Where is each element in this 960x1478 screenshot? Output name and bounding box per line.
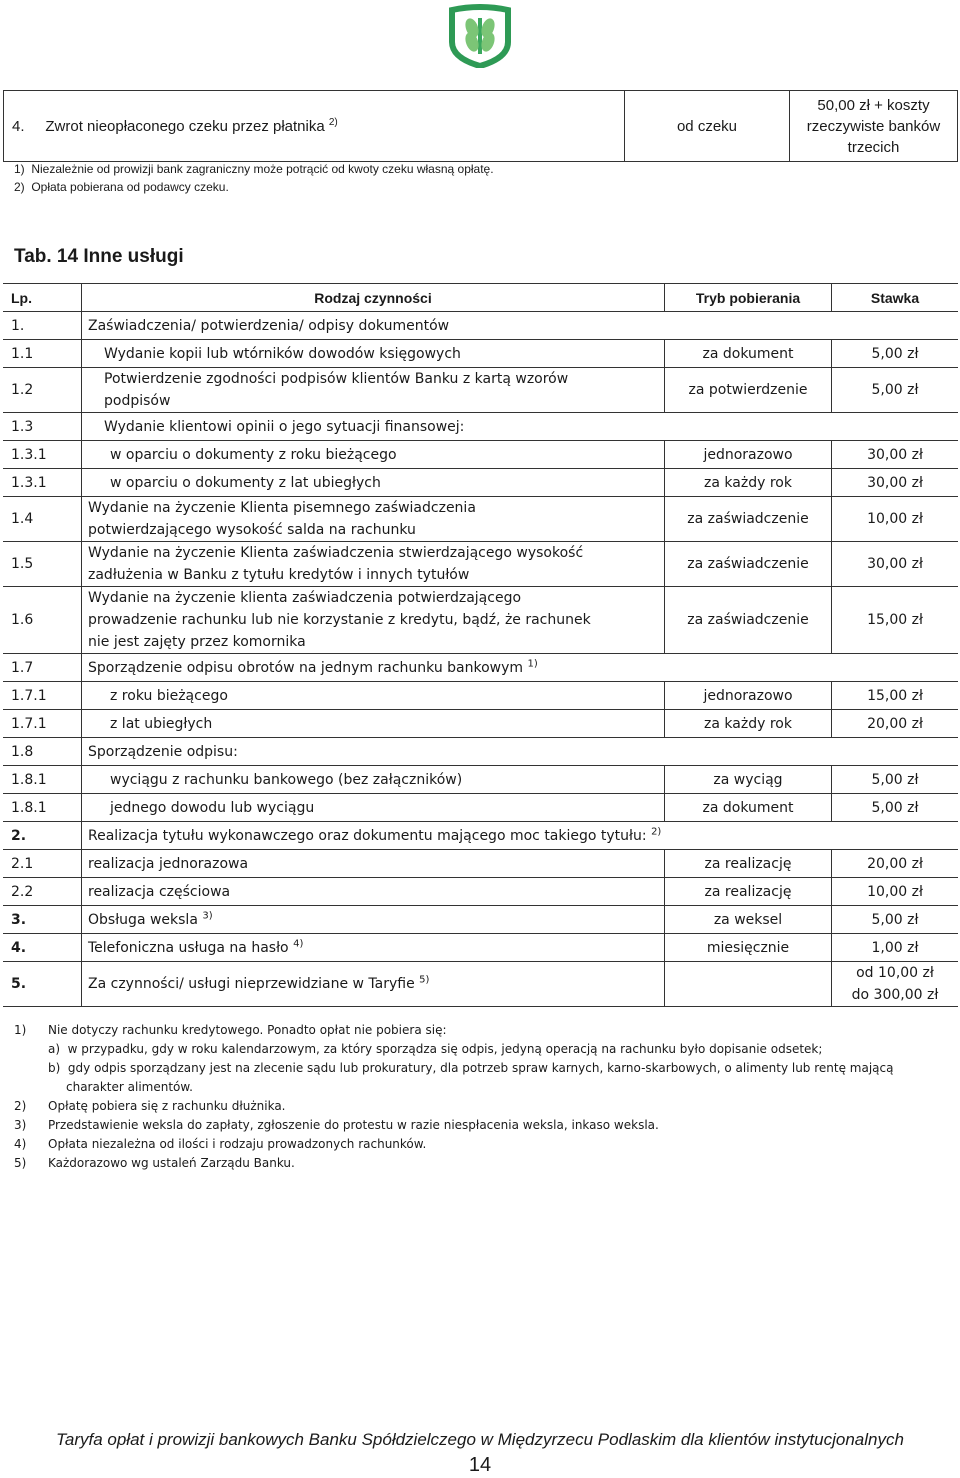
note-2: 2) Opłata pobierana od podawcy czeku. — [14, 180, 229, 194]
footnote-text: Nie dotyczy rachunku kredytowego. Ponadto opłat nie pobiera się: — [48, 1023, 447, 1037]
desc-line: Wydanie na życzenie klienta zaświadczenia potwierdzającego — [88, 590, 522, 606]
row-mode — [665, 962, 832, 1007]
table-row — [3, 962, 958, 1007]
row-number: 1.6 — [11, 612, 34, 628]
row-rate: 10,00 zł — [832, 497, 959, 542]
footnotes — [14, 1021, 893, 1173]
footnote-text: Przedstawienie weksla do zapłaty, zgłoszenie do protestu w razie niespłacenia weksla, inkaso weksla. — [48, 1118, 659, 1132]
row-mode: jednorazowo — [665, 441, 832, 469]
footnote-text: Opłatę pobiera się z rachunku dłużnika. — [48, 1099, 286, 1113]
row-mode: miesięcznie — [665, 934, 832, 962]
table-row — [3, 469, 958, 497]
row-mode: za zaświadczenie — [665, 587, 832, 654]
row-description: z roku bieżącego — [82, 682, 665, 710]
cheque-notes — [14, 160, 494, 196]
table-row — [3, 368, 958, 413]
row-number: 2.2 — [11, 883, 34, 900]
row-number: 4. — [12, 117, 25, 135]
desc-text: Sporządzenie odpisu obrotów na jednym rachunku bankowym — [88, 659, 524, 676]
row-rate: 30,00 zł — [832, 469, 959, 497]
table-row — [3, 654, 958, 682]
footnote-4 — [14, 1135, 893, 1154]
header-desc: Rodzaj czynności — [82, 284, 665, 312]
row-description: z lat ubiegłych — [82, 710, 665, 738]
desc-line: zadłużenia w Banku z tytułu kredytów i innych tytułów — [88, 567, 470, 583]
row-description: Sporządzenie odpisu: — [82, 738, 959, 766]
row-rate: 5,00 zł — [832, 766, 959, 794]
footnote-number: 5) — [14, 1156, 27, 1170]
row-number: 1.8 — [11, 743, 34, 760]
row-number: 3. — [11, 911, 27, 928]
row-description — [82, 654, 959, 682]
row-number: 5. — [11, 976, 27, 992]
row-mode: za weksel — [665, 906, 832, 934]
desc-line: podpisów — [104, 393, 171, 409]
desc-line: potwierdzającego wysokość salda na rachunku — [88, 522, 416, 538]
row-mode: za dokument — [665, 340, 832, 368]
row-description: realizacja częściowa — [82, 878, 665, 906]
row-number: 1. — [11, 317, 25, 334]
row-mode: za realizację — [665, 878, 832, 906]
row-number: 1.3.1 — [11, 474, 47, 491]
table-row — [3, 766, 958, 794]
other-services-table — [3, 283, 958, 1007]
row-number: 1.7 — [11, 659, 34, 676]
row-number: 2.1 — [11, 855, 34, 872]
row-mode: jednorazowo — [665, 682, 832, 710]
table-title: Tab. 14 Inne usługi — [14, 246, 184, 267]
row-number: 1.8.1 — [11, 771, 47, 788]
table-row — [3, 497, 958, 542]
row-number: 1.2 — [11, 382, 34, 398]
row-mode: za zaświadczenie — [665, 542, 832, 587]
header-lp: Lp. — [3, 284, 82, 312]
footnote-1a: a) w przypadku, gdy w roku kalendarzowym, za który sporządza się odpis, jedyną operacją na rachunku było dopisanie odsetek; — [48, 1042, 823, 1056]
row-mode: za zaświadczenie — [665, 497, 832, 542]
row-rate: 1,00 zł — [832, 934, 959, 962]
row-number: 1.1 — [11, 345, 34, 362]
row-number: 1.7.1 — [11, 687, 47, 704]
row-rate: 5,00 zł — [832, 906, 959, 934]
desc-text: Obsługa weksla — [88, 911, 198, 928]
row-mode: za potwierdzenie — [665, 368, 832, 413]
table-row — [3, 587, 958, 654]
row-description: Zaświadczenia/ potwierdzenia/ odpisy dokumentów — [82, 312, 959, 340]
rate-line: od 10,00 zł — [856, 965, 934, 981]
page-number: 14 — [468, 1454, 492, 1476]
row-mode: za każdy rok — [665, 710, 832, 738]
footnote-ref: 2) — [328, 116, 338, 128]
row-description: jednego dowodu lub wyciągu — [82, 794, 665, 822]
page-footer: Taryfa opłat i prowizji bankowych Banku Spółdzielczego w Międzyrzecu Podlaskim dla klientów instytucjonalnych — [56, 1430, 904, 1449]
row-description — [82, 542, 665, 587]
cheque-return-table — [3, 90, 958, 162]
row-rate: 20,00 zł — [832, 850, 959, 878]
row-description — [82, 368, 665, 413]
row-rate: 5,00 zł — [832, 340, 959, 368]
row-number: 4. — [11, 939, 27, 956]
footnote-ref: 1) — [527, 657, 538, 669]
table-row — [3, 878, 958, 906]
footnote-number: 2) — [14, 1099, 27, 1113]
table-row — [3, 738, 958, 766]
row-mode: za każdy rok — [665, 469, 832, 497]
row-description — [82, 587, 665, 654]
desc-line: prowadzenie rachunku lub nie korzystanie z kredytu, bądź, że rachunek — [88, 612, 591, 628]
footnote-ref: 3) — [202, 909, 213, 921]
table-row — [3, 710, 958, 738]
row-description — [82, 497, 665, 542]
row-description — [82, 822, 959, 850]
bank-leaf-shield-logo — [444, 4, 516, 68]
row-number: 1.3.1 — [11, 446, 47, 463]
row-number: 1.5 — [11, 556, 34, 572]
footnote-2 — [14, 1097, 893, 1116]
rate-line: rzeczywiste banków — [806, 117, 941, 135]
desc-line: Potwierdzenie zgodności podpisów klientów Banku z kartą wzorów — [104, 371, 569, 387]
footnote-1 — [14, 1021, 893, 1040]
row-rate: 15,00 zł — [832, 587, 959, 654]
footnote-text: Opłata niezależna od ilości i rodzaju prowadzonych rachunków. — [48, 1137, 427, 1151]
cheque-return-desc — [4, 91, 625, 162]
table-row — [3, 312, 958, 340]
row-description: realizacja jednorazowa — [82, 850, 665, 878]
row-number: 2. — [11, 827, 27, 844]
header-mode: Tryb pobierania — [665, 284, 832, 312]
row-number: 1.8.1 — [11, 799, 47, 816]
row-description: Wydanie klientowi opinii o jego sytuacji finansowej: — [82, 413, 959, 441]
cheque-return-rate — [790, 91, 958, 162]
note-1: 1) Niezależnie od prowizji bank zagraniczny może potrącić od kwoty czeku własną opłatę. — [14, 162, 494, 176]
row-number: 1.4 — [11, 511, 34, 527]
row-description: Wydanie kopii lub wtórników dowodów księgowych — [82, 340, 665, 368]
table-row — [3, 906, 958, 934]
desc-line: Wydanie na życzenie Klienta zaświadczenia stwierdzającego wysokość — [88, 545, 584, 561]
rate-line: trzecich — [847, 138, 900, 156]
row-rate: 20,00 zł — [832, 710, 959, 738]
table-row — [3, 850, 958, 878]
row-rate: 30,00 zł — [832, 542, 959, 587]
row-description: Zwrot nieopłaconego czeku przez płatnika — [45, 117, 325, 135]
row-description: w oparciu o dokumenty z roku bieżącego — [82, 441, 665, 469]
rate-line: do 300,00 zł — [851, 987, 939, 1003]
table-row — [3, 794, 958, 822]
row-rate: 10,00 zł — [832, 878, 959, 906]
table-row — [3, 934, 958, 962]
row-description: w oparciu o dokumenty z lat ubiegłych — [82, 469, 665, 497]
row-rate: 30,00 zł — [832, 441, 959, 469]
row-mode: za realizację — [665, 850, 832, 878]
footnote-number: 3) — [14, 1118, 27, 1132]
footnote-text: Każdorazowo wg ustaleń Zarządu Banku. — [48, 1156, 295, 1170]
table-row — [3, 822, 958, 850]
desc-text: Telefoniczna usługa na hasło — [88, 939, 289, 956]
row-rate: 5,00 zł — [832, 794, 959, 822]
desc-text: Realizacja tytułu wykonawczego oraz dokumentu mającego moc takiego tytułu: — [88, 827, 647, 844]
table-row — [3, 413, 958, 441]
rate-line: 50,00 zł + koszty — [817, 96, 930, 114]
footnote-number: 4) — [14, 1137, 27, 1151]
footnote-number: 1) — [14, 1023, 27, 1037]
desc-text: Za czynności/ usługi nieprzewidziane w Taryfie — [88, 976, 415, 992]
table-row — [3, 441, 958, 469]
desc-line: Wydanie na życzenie Klienta pisemnego zaświadczenia — [88, 500, 476, 516]
table-row — [4, 91, 958, 162]
footnote-1b-cont: charakter alimentów. — [66, 1080, 193, 1094]
row-number: 1.7.1 — [11, 715, 47, 732]
row-description: wyciągu z rachunku bankowego (bez załączników) — [82, 766, 665, 794]
table-row — [3, 340, 958, 368]
row-mode: za dokument — [665, 794, 832, 822]
cheque-return-mode: od czeku — [625, 91, 790, 162]
row-description — [82, 906, 665, 934]
footnote-ref: 5) — [419, 974, 430, 986]
footnote-ref: 2) — [651, 825, 662, 837]
row-rate: 15,00 zł — [832, 682, 959, 710]
table-row — [3, 542, 958, 587]
row-number: 1.3 — [11, 418, 34, 435]
row-description — [82, 934, 665, 962]
footnote-3 — [14, 1116, 893, 1135]
footnote-ref: 4) — [293, 937, 304, 949]
footnote-1b: b) gdy odpis sporządzany jest na zlecenie sądu lub prokuratury, dla potrzeb spraw karnych, karno-skarbowych, o alimenty lub rentę mającą — [48, 1061, 894, 1075]
row-rate: 5,00 zł — [832, 368, 959, 413]
header-rate: Stawka — [832, 284, 959, 312]
row-description — [82, 962, 665, 1007]
table-header — [3, 284, 958, 312]
row-rate — [832, 962, 959, 1007]
desc-line: nie jest zajęty przez komornika — [88, 634, 306, 650]
row-mode: za wyciąg — [665, 766, 832, 794]
table-row — [3, 682, 958, 710]
footnote-5 — [14, 1154, 893, 1173]
